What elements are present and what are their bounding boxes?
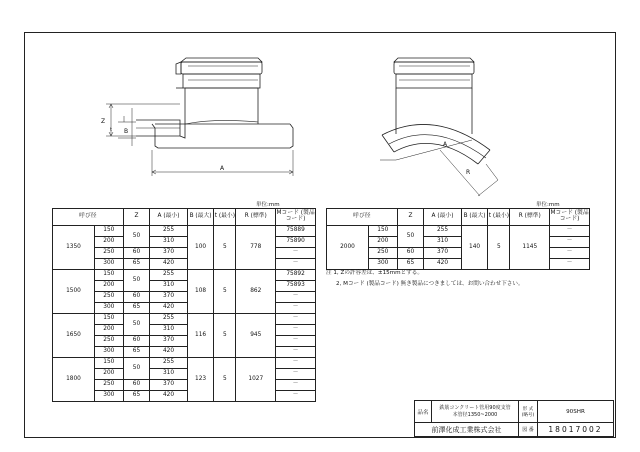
dim-t-label: t bbox=[110, 127, 112, 133]
sub-diameter-cell: 200 bbox=[94, 237, 123, 248]
a-cell: 370 bbox=[150, 336, 188, 347]
m-code-cell: 75893 bbox=[276, 281, 316, 292]
b-cell: 108 bbox=[187, 270, 214, 314]
a-cell: 420 bbox=[150, 259, 188, 270]
r-cell: 1027 bbox=[236, 358, 276, 402]
a-cell: 370 bbox=[150, 292, 188, 303]
a-cell: 255 bbox=[150, 270, 188, 281]
right-spec-table bbox=[326, 208, 590, 270]
sub-diameter-cell: 250 bbox=[368, 248, 397, 259]
dim-a-label: A bbox=[220, 165, 225, 172]
product-name-line1: 鉄筋コンクリート管用90度支管 bbox=[439, 404, 511, 411]
z-cell: 60 bbox=[123, 248, 150, 259]
dim-r-label: R bbox=[466, 169, 471, 176]
col-header: t (最小) bbox=[488, 209, 510, 226]
col-header: Z bbox=[397, 209, 424, 226]
diameter-cell: 1500 bbox=[53, 270, 95, 314]
b-cell: 100 bbox=[187, 226, 214, 270]
z-cell: 60 bbox=[397, 248, 424, 259]
m-code-cell: － bbox=[276, 303, 316, 314]
a-cell: 370 bbox=[150, 248, 188, 259]
z-cell: 50 bbox=[123, 314, 150, 336]
a-cell: 420 bbox=[424, 259, 462, 270]
drawing-number: 18017002 bbox=[538, 423, 614, 437]
a-cell: 420 bbox=[150, 391, 188, 402]
m-code-cell: － bbox=[276, 391, 316, 402]
a-cell: 310 bbox=[150, 369, 188, 380]
a-cell: 255 bbox=[150, 226, 188, 237]
right-unit-label: 単位:mm bbox=[536, 202, 560, 208]
product-name-line2: 本管径1350~2000 bbox=[452, 411, 498, 418]
m-code-cell: － bbox=[550, 248, 590, 259]
m-code-cell: － bbox=[550, 237, 590, 248]
title-label-name: 品名 bbox=[415, 401, 432, 423]
m-code-cell: 75890 bbox=[276, 237, 316, 248]
r-cell: 945 bbox=[236, 314, 276, 358]
col-header: 呼び径 bbox=[327, 209, 398, 226]
z-cell: 50 bbox=[123, 270, 150, 292]
m-code-cell: － bbox=[550, 259, 590, 270]
sub-diameter-cell: 150 bbox=[94, 270, 123, 281]
col-header: Mコード (製品コード) bbox=[550, 209, 590, 226]
table-row bbox=[53, 226, 316, 237]
diameter-cell: 2000 bbox=[327, 226, 369, 270]
sub-diameter-cell: 150 bbox=[94, 226, 123, 237]
left-unit-label: 単位:mm bbox=[256, 202, 280, 208]
t-cell: 5 bbox=[214, 270, 236, 314]
col-header: R (標準) bbox=[236, 209, 276, 226]
r-cell: 778 bbox=[236, 226, 276, 270]
t-cell: 5 bbox=[214, 358, 236, 402]
z-cell: 65 bbox=[123, 303, 150, 314]
col-header: R (標準) bbox=[510, 209, 550, 226]
z-cell: 50 bbox=[123, 226, 150, 248]
table-row bbox=[53, 270, 316, 281]
z-cell: 65 bbox=[123, 391, 150, 402]
title-label-model: 形 式 (略号) bbox=[519, 401, 538, 423]
m-code-cell: － bbox=[276, 259, 316, 270]
m-code-cell: － bbox=[276, 336, 316, 347]
sub-diameter-cell: 300 bbox=[368, 259, 397, 270]
a-cell: 310 bbox=[150, 281, 188, 292]
sub-diameter-cell: 200 bbox=[94, 369, 123, 380]
b-cell: 116 bbox=[187, 314, 214, 358]
m-code-cell: 75889 bbox=[276, 226, 316, 237]
z-cell: 65 bbox=[123, 259, 150, 270]
m-code-cell: － bbox=[276, 248, 316, 259]
m-code-cell: － bbox=[276, 358, 316, 369]
diameter-cell: 1800 bbox=[53, 358, 95, 402]
title-block bbox=[414, 400, 614, 437]
notes bbox=[326, 268, 524, 290]
col-header: A (最小) bbox=[424, 209, 462, 226]
table-row bbox=[53, 358, 316, 369]
sub-diameter-cell: 300 bbox=[94, 391, 123, 402]
a-cell: 310 bbox=[424, 237, 462, 248]
a-cell: 310 bbox=[150, 237, 188, 248]
diameter-cell: 1350 bbox=[53, 226, 95, 270]
r-cell: 1145 bbox=[510, 226, 550, 270]
diameter-cell: 1650 bbox=[53, 314, 95, 358]
col-header: 呼び径 bbox=[53, 209, 124, 226]
dim-z-label: Z bbox=[101, 118, 106, 125]
a-cell: 255 bbox=[150, 358, 188, 369]
sub-diameter-cell: 200 bbox=[368, 237, 397, 248]
m-code-cell: － bbox=[276, 347, 316, 358]
sub-diameter-cell: 250 bbox=[94, 380, 123, 391]
left-pipe-drawing bbox=[106, 58, 293, 176]
z-cell: 60 bbox=[123, 380, 150, 391]
sub-diameter-cell: 300 bbox=[94, 303, 123, 314]
a-cell: 255 bbox=[150, 314, 188, 325]
dim-b-label: B bbox=[124, 128, 129, 135]
z-cell: 60 bbox=[123, 292, 150, 303]
title-label-number: 図 番 bbox=[519, 423, 538, 437]
sub-diameter-cell: 150 bbox=[368, 226, 397, 237]
sub-diameter-cell: 250 bbox=[94, 292, 123, 303]
sub-diameter-cell: 300 bbox=[94, 259, 123, 270]
sub-diameter-cell: 300 bbox=[94, 347, 123, 358]
m-code-cell: － bbox=[276, 380, 316, 391]
r-cell: 862 bbox=[236, 270, 276, 314]
table-row bbox=[53, 314, 316, 325]
sub-diameter-cell: 250 bbox=[94, 336, 123, 347]
sub-diameter-cell: 150 bbox=[94, 358, 123, 369]
m-code-cell: － bbox=[276, 292, 316, 303]
company-name: 前澤化成工業株式会社 bbox=[415, 423, 519, 437]
a-cell: 420 bbox=[150, 303, 188, 314]
col-header: B (最大) bbox=[461, 209, 488, 226]
note-line-2: 2, Mコード (製品コード) 無き製品につきましては、お問い合わせ下さい。 bbox=[336, 281, 524, 287]
z-cell: 65 bbox=[123, 347, 150, 358]
z-cell: 50 bbox=[123, 358, 150, 380]
sub-diameter-cell: 200 bbox=[94, 281, 123, 292]
t-cell: 5 bbox=[214, 314, 236, 358]
col-header: A (最小) bbox=[150, 209, 188, 226]
right-pipe-drawing bbox=[380, 58, 498, 196]
product-name bbox=[432, 401, 519, 423]
m-code-cell: － bbox=[276, 325, 316, 336]
a-cell: 370 bbox=[424, 248, 462, 259]
a-cell: 420 bbox=[150, 347, 188, 358]
t-cell: 5 bbox=[214, 226, 236, 270]
b-cell: 123 bbox=[187, 358, 214, 402]
b-cell: 140 bbox=[461, 226, 488, 270]
col-header: Mコード (製品コード) bbox=[276, 209, 316, 226]
m-code-cell: － bbox=[276, 369, 316, 380]
m-code-cell: － bbox=[276, 314, 316, 325]
a-cell: 310 bbox=[150, 325, 188, 336]
col-header: Z bbox=[123, 209, 150, 226]
z-cell: 50 bbox=[397, 226, 424, 248]
z-cell: 65 bbox=[397, 259, 424, 270]
m-code-cell: － bbox=[550, 226, 590, 237]
sub-diameter-cell: 150 bbox=[94, 314, 123, 325]
m-code-cell: 75892 bbox=[276, 270, 316, 281]
model-code: 90SHR bbox=[538, 401, 614, 423]
col-header: B (最大) bbox=[187, 209, 214, 226]
a-cell: 255 bbox=[424, 226, 462, 237]
dim-a-label-right: A bbox=[443, 141, 448, 148]
sub-diameter-cell: 250 bbox=[94, 248, 123, 259]
t-cell: 5 bbox=[488, 226, 510, 270]
left-spec-table bbox=[52, 208, 316, 402]
a-cell: 370 bbox=[150, 380, 188, 391]
z-cell: 60 bbox=[123, 336, 150, 347]
col-header: t (最小) bbox=[214, 209, 236, 226]
note-line-1: 注 1, Zの許容差は、±15mmとする。 bbox=[326, 270, 423, 276]
sub-diameter-cell: 200 bbox=[94, 325, 123, 336]
